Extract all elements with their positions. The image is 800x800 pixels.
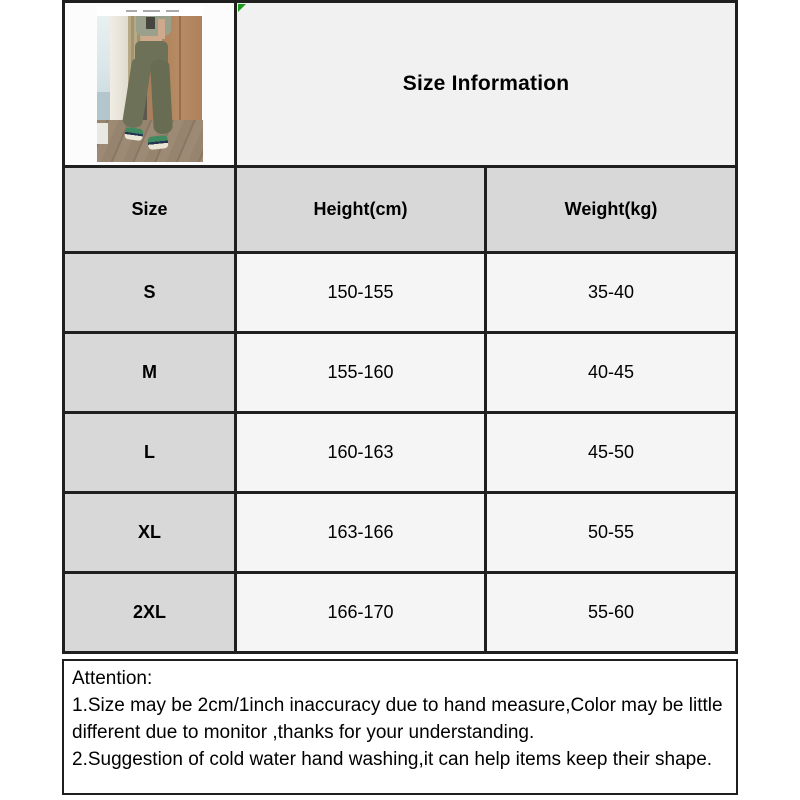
product-photo bbox=[97, 6, 203, 162]
watermark-text bbox=[126, 10, 137, 12]
height-value: 160-163 bbox=[236, 413, 486, 493]
wall-seam bbox=[179, 16, 181, 124]
page-title: Size Information bbox=[402, 72, 570, 95]
window-view bbox=[97, 92, 111, 121]
size-table bbox=[62, 0, 738, 654]
column-header-weight: Weight(kg) bbox=[486, 167, 737, 253]
attention-line: different due to monitor ,thanks for your understanding. bbox=[72, 722, 535, 743]
attention-line: 2.Suggestion of cold water hand washing,it can help items keep their shape. bbox=[72, 749, 713, 770]
top-row bbox=[64, 2, 737, 167]
attention-box bbox=[62, 659, 738, 795]
phone bbox=[146, 17, 154, 29]
table-row-xl bbox=[64, 493, 737, 573]
table-header-row bbox=[64, 167, 737, 253]
pants-right-leg bbox=[150, 59, 173, 134]
height-value: 150-155 bbox=[236, 253, 486, 333]
table-row-2xl bbox=[64, 573, 737, 653]
photo-watermark-bar bbox=[97, 6, 203, 16]
watermark-text bbox=[143, 10, 160, 12]
weight-value: 40-45 bbox=[486, 333, 737, 413]
product-photo-cell bbox=[64, 2, 236, 167]
weight-value: 45-50 bbox=[486, 413, 737, 493]
model-arm bbox=[158, 19, 165, 39]
height-value: 155-160 bbox=[236, 333, 486, 413]
column-header-size: Size bbox=[64, 167, 236, 253]
weight-value: 55-60 bbox=[486, 573, 737, 653]
attention-line: 1.Size may be 2cm/1inch inaccuracy due to hand measure,Color may be little bbox=[72, 695, 723, 716]
size-label: S bbox=[64, 253, 236, 333]
title-cell bbox=[236, 2, 737, 167]
cell-marker-triangle-icon bbox=[238, 4, 246, 12]
size-label: 2XL bbox=[64, 573, 236, 653]
size-label: M bbox=[64, 333, 236, 413]
photo-scene bbox=[97, 16, 203, 162]
attention-heading: Attention: bbox=[72, 668, 153, 689]
height-value: 166-170 bbox=[236, 573, 486, 653]
size-label: L bbox=[64, 413, 236, 493]
height-value: 163-166 bbox=[236, 493, 486, 573]
table-row-l bbox=[64, 413, 737, 493]
watermark-text bbox=[166, 10, 179, 12]
weight-value: 50-55 bbox=[486, 493, 737, 573]
size-label: XL bbox=[64, 493, 236, 573]
weight-value: 35-40 bbox=[486, 253, 737, 333]
table-row-m bbox=[64, 333, 737, 413]
right-sneaker bbox=[148, 135, 169, 150]
table-row-s bbox=[64, 253, 737, 333]
column-header-height: Height(cm) bbox=[236, 167, 486, 253]
radiator bbox=[97, 123, 109, 145]
